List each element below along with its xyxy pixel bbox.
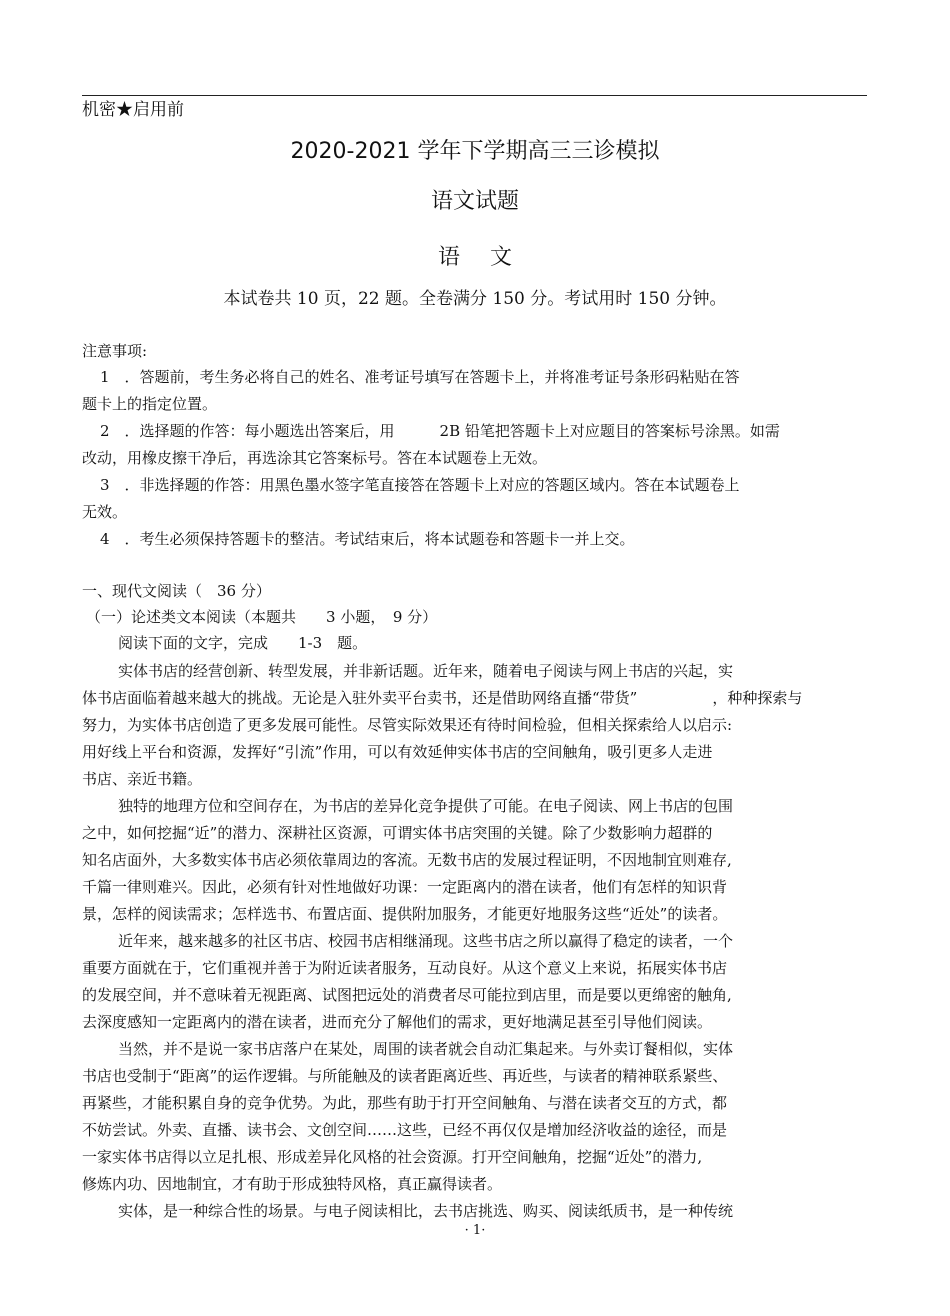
passage-line: 不妨尝试。外卖、直播、读书会、文创空间……这些，已经不再仅仅是增加经济收益的途径，而是 xyxy=(82,1121,728,1139)
paper-title: 语文试题 xyxy=(430,189,519,214)
passage-line: 重要方面就在于，它们重视并善于为附近读者服务，互动良好。从这个意义上来说，拓展实体书店 xyxy=(82,959,728,977)
exam-summary: 本试卷共 10 页，22 题。全卷满分 150 分。考试用时 150 分钟。 xyxy=(223,289,727,309)
page-number: · 1· xyxy=(464,1223,486,1238)
passage-line: 修炼内功、因地制宜，才有助于形成独特风格，真正赢得读者。 xyxy=(82,1175,503,1193)
passage-line: 当然，并不是说一家书店落户在某处，周围的读者就会自动汇集起来。与外卖订餐相似，实体 xyxy=(118,1040,734,1058)
passage-line: 去深度感知一定距离内的潜在读者，进而充分了解他们的需求，更好地满足甚至引导他们阅读。 xyxy=(82,1013,713,1031)
passage-line: 书店、亲近书籍。 xyxy=(82,770,203,788)
passage-line: 千篇一律则难兴。因此，必须有针对性地做好功课：一定距离内的潜在读者，他们有怎样的知识背 xyxy=(82,878,728,896)
passage-line: 努力，为实体书店创造了更多发展可能性。尽管实际效果还有待时间检验，但相关探索给人以启示: xyxy=(82,716,733,734)
note-line: 3 ．非选择题的作答：用黑色墨水签字笔直接答在答题卡上对应的答题区域内。答在本试题卷上 xyxy=(100,476,740,494)
note-line: 改动，用橡皮擦干净后，再选涂其它答案标号。答在本试题卷上无效。 xyxy=(82,449,548,467)
passage-line: 实体书店的经营创新、转型发展，并非新话题。近年来，随着电子阅读与网上书店的兴起，实 xyxy=(118,662,734,680)
subject-title: 语文 xyxy=(437,245,542,270)
exam-title: 2020-2021 学年下学期高三三诊模拟 xyxy=(290,139,660,164)
note-line: 题卡上的指定位置。 xyxy=(82,395,218,413)
passage-line: 独特的地理方位和空间存在，为书店的差异化竞争提供了可能。在电子阅读、网上书店的包围 xyxy=(118,797,734,815)
passage-line: 之中，如何挖掘“近”的潜力、深耕社区资源，可谓实体书店突围的关键。除了少数影响力超群的 xyxy=(82,824,713,842)
note-line: 4 ．考生必须保持答题卡的整洁。考试结束后，将本试题卷和答题卡一并上交。 xyxy=(100,530,635,548)
passage-line: 再紧些，才能积累自身的竞争优势。为此，那些有助于打开空间触角、与潜在读者交互的方式，都 xyxy=(82,1094,728,1112)
secret-mark: 机密★启用前 xyxy=(82,100,184,120)
passage-line: 用好线上平台和资源，发挥好“引流”作用，可以有效延伸实体书店的空间触角，吸引更多人走进 xyxy=(82,743,713,761)
passage-line: 书店也受制于“距离”的运作逻辑。与所能触及的读者距离近些、再近些，与读者的精神联系紧些、 xyxy=(82,1067,728,1085)
note-line: 1 ．答题前，考生务必将自己的姓名、准考证号填写在答题卡上，并将准考证号条形码粘贴在答 xyxy=(100,368,740,386)
passage-line: 一家实体书店得以立足扎根、形成差异化风格的社会资源。打开空间触角，挖掘“近处”的潜力, xyxy=(82,1148,703,1166)
reading-instruction: 阅读下面的文字，完成 1-3 题。 xyxy=(118,634,368,652)
passage-line: 的发展空间，并不意味着无视距离、试图把远处的消费者尽可能拉到店里，而是要以更绵密的触角, xyxy=(82,986,732,1004)
passage-line: 体书店面临着越来越大的挑战。无论是入驻外卖平台卖书，还是借助网络直播“带货” ，种种探索与 xyxy=(82,689,803,707)
notes-heading: 注意事项: xyxy=(82,342,148,360)
section-heading: 一、现代文阅读（ 36 分） xyxy=(82,582,271,600)
note-line: 无效。 xyxy=(82,503,128,521)
section-subheading: （一）论述类文本阅读（本题共 3 小题， 9 分） xyxy=(86,608,438,626)
passage-line: 景，怎样的阅读需求；怎样选书、布置店面、提供附加服务，才能更好地服务这些“近处”的读者。 xyxy=(82,905,728,923)
passage-line: 近年来，越来越多的社区书店、校园书店相继涌现。这些书店之所以赢得了稳定的读者，一个 xyxy=(118,932,734,950)
passage-line: 实体，是一种综合性的场景。与电子阅读相比，去书店挑选、购买、阅读纸质书，是一种传统 xyxy=(118,1202,734,1220)
top-rule xyxy=(82,95,867,96)
passage-line: 知名店面外，大多数实体书店必须依靠周边的客流。无数书店的发展过程证明，不因地制宜则难存, xyxy=(82,851,732,869)
note-line: 2 ．选择题的作答：每小题选出答案后，用 2B 铅笔把答题卡上对应题目的答案标号涂黑。如需 xyxy=(100,422,780,440)
